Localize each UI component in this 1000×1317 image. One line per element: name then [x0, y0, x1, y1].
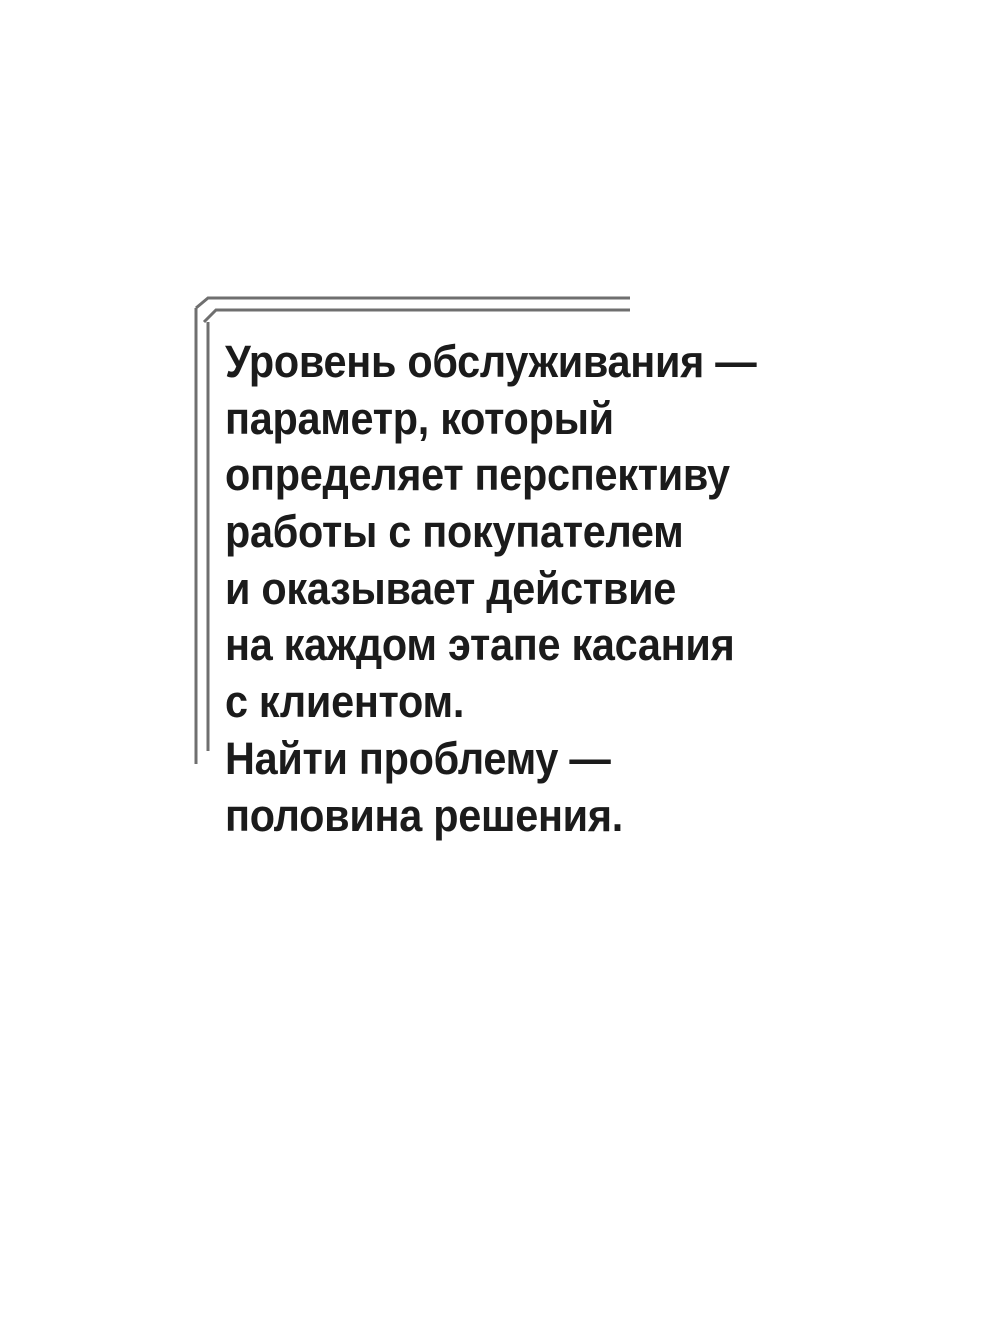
pull-quote-block	[190, 296, 790, 844]
quote-line: с клиентом.	[224, 676, 465, 728]
quote-line: параметр, который	[224, 392, 614, 444]
quote-line: работы с покупателем	[224, 506, 684, 558]
quote-line: Найти проблему —	[224, 732, 611, 784]
quote-line: половина решения.	[224, 789, 623, 841]
quote-line: на каждом этапе касания	[224, 619, 735, 671]
quote-line: Уровень обслуживания —	[224, 336, 757, 387]
quote-line: определяет перспективу	[224, 449, 730, 501]
pull-quote-text	[190, 296, 757, 844]
quote-line: и оказывает действие	[224, 562, 677, 614]
